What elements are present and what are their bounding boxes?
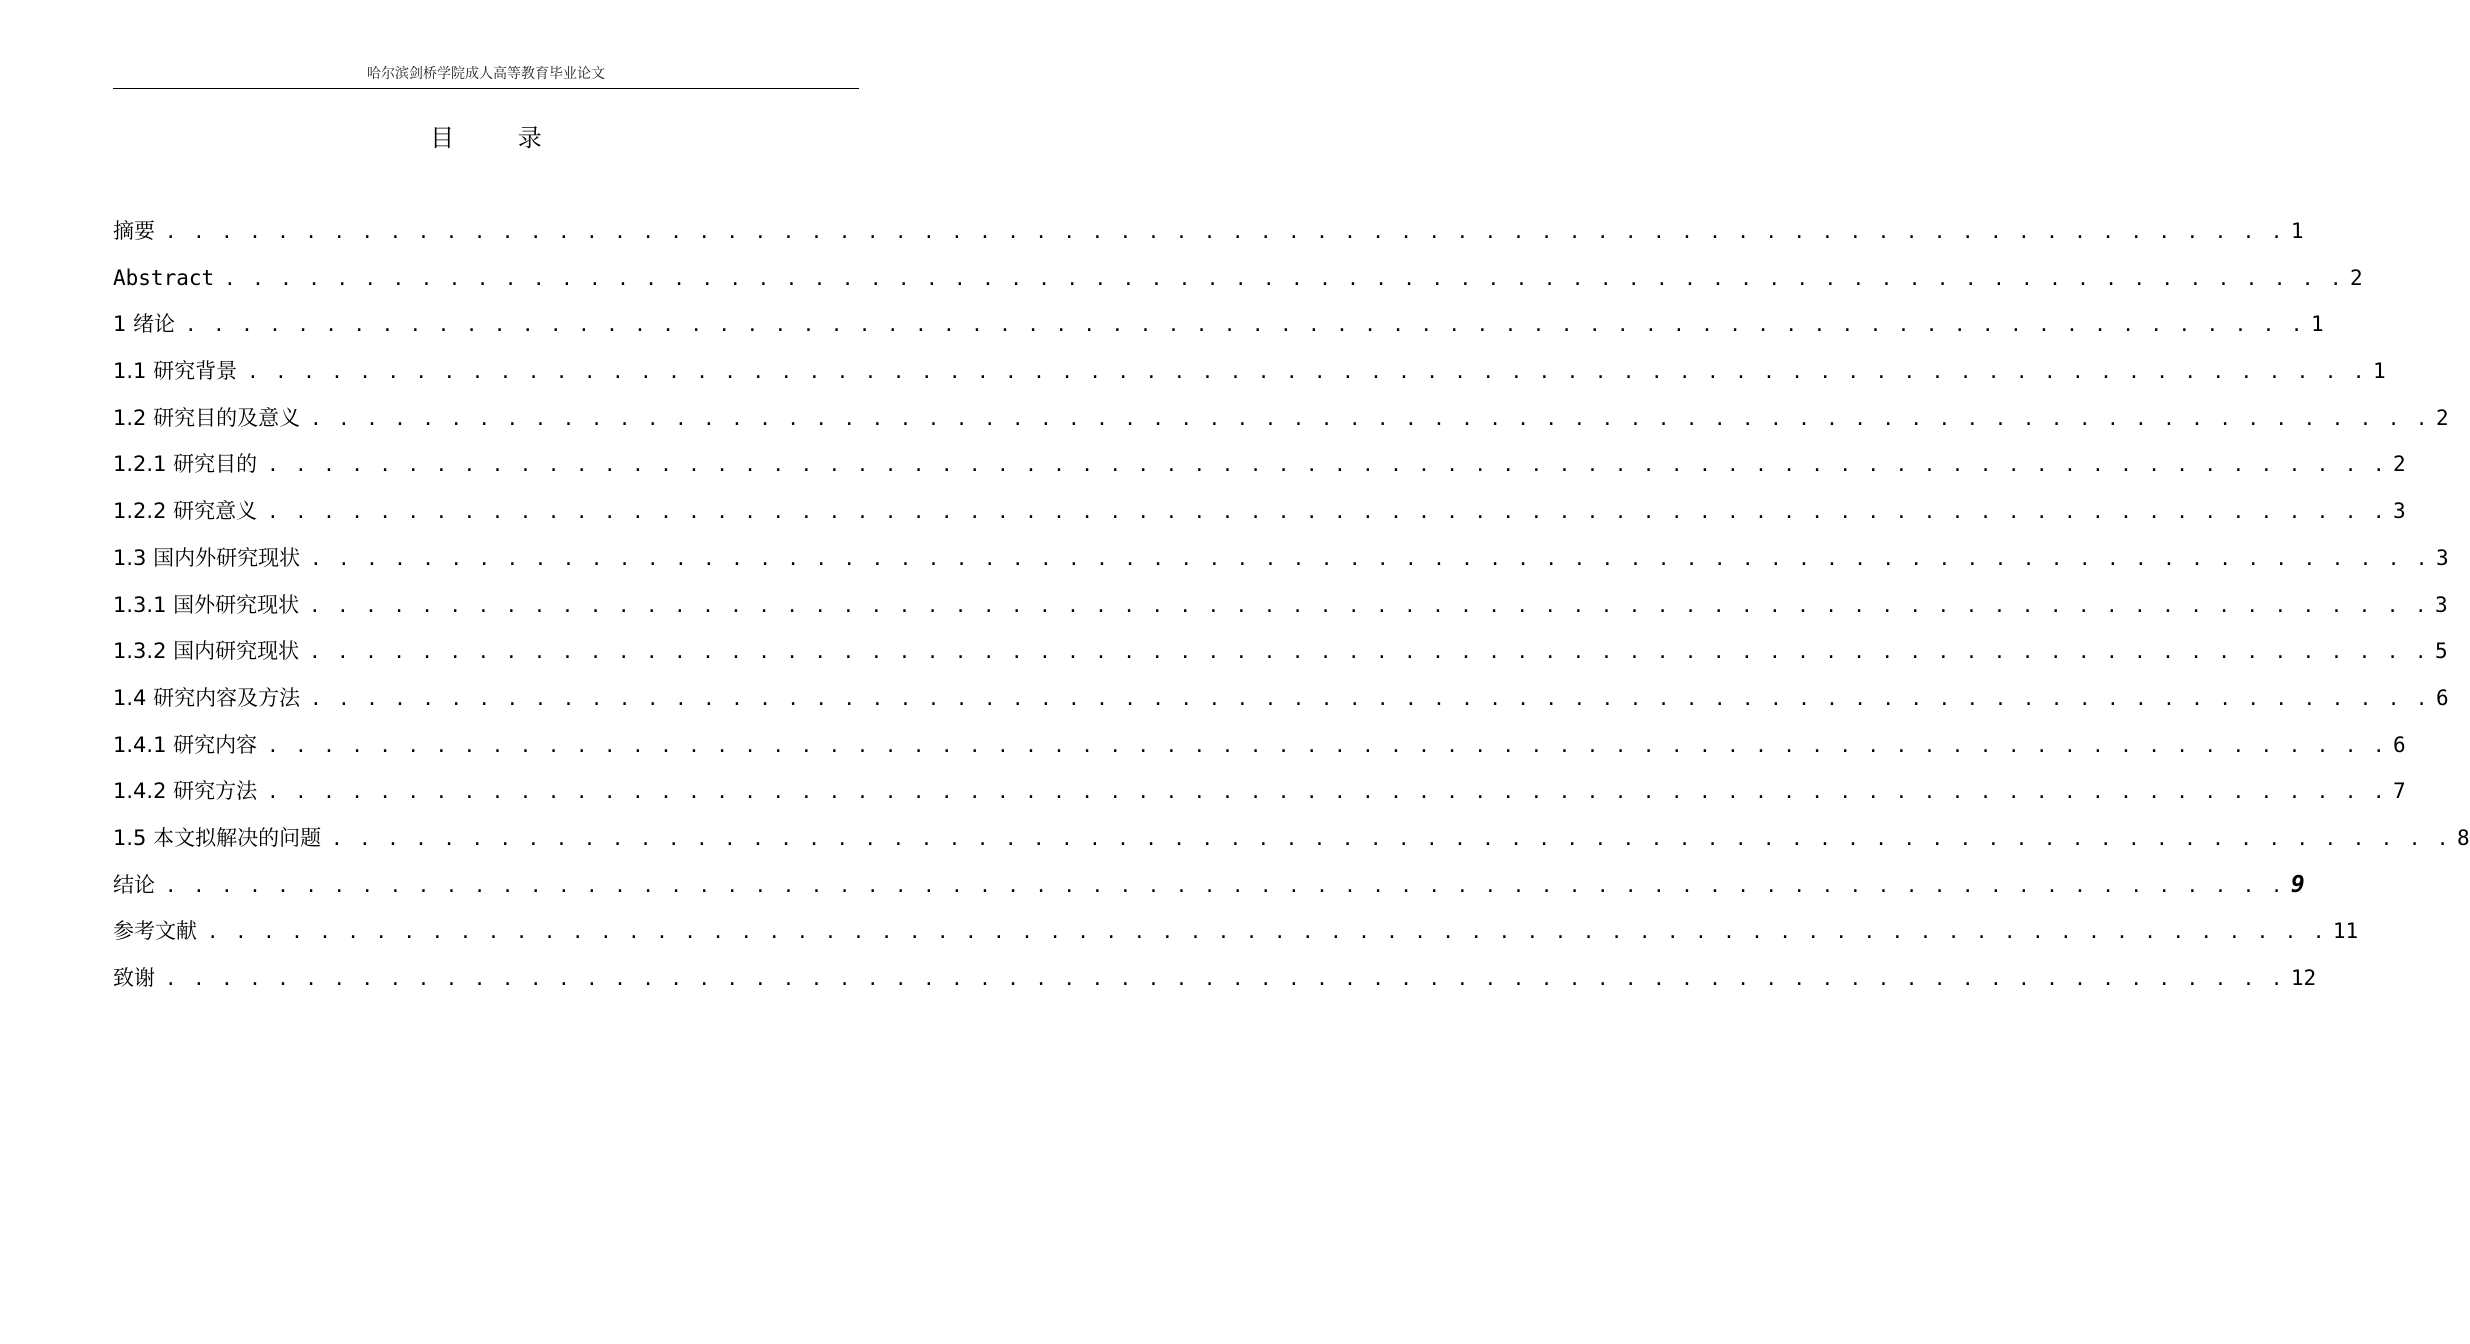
toc-entry-1-4[interactable] — [113, 675, 2449, 722]
toc-entry-title: 1.4.1 研究内容 — [113, 732, 258, 757]
toc-entry-1-2-1[interactable] — [113, 441, 2406, 488]
toc-entry-1-4-1[interactable] — [113, 722, 2406, 769]
toc-entry-title: 1.2.1 研究目的 — [113, 452, 258, 477]
dot-leader: . . . . . . . . . . . . . . . . . . . . . . . . . . . . . . . . . . . . . . . . . . . . . . . . . . . . . . . . . . . . . . . . . . . . . . . . . . . . — [310, 547, 2430, 570]
header-rule — [113, 88, 859, 89]
running-header: 哈尔滨剑桥学院成人高等教育毕业论文 — [367, 66, 605, 82]
toc-entry-page: 11 — [2332, 919, 2359, 944]
dot-leader: . . . . . . . . . . . . . . . . . . . . . . . . . . . . . . . . . . . . . . . . . . . . . . . . . . . . . . . . . . . . . . . . . . . . . . . . . . . . — [165, 968, 2285, 990]
dot-leader: . . . . . . . . . . . . . . . . . . . . . . . . . . . . . . . . . . . . . . . . . . . . . . . . . . . . . . . . . . . . . . . . . . . . . . . . . . . . — [310, 407, 2430, 430]
toc-entry-title: 1.5 本文拟解决的问题 — [113, 825, 322, 850]
toc-entry-1-3-2[interactable] — [113, 628, 2448, 675]
dot-leader: . . . . . . . . . . . . . . . . . . . . . . . . . . . . . . . . . . . . . . . . . . . . . . . . . . . . . . . . . . . . . . . . . . . . . . . . . . . . — [309, 594, 2429, 617]
toc-entry-title: 1.1 研究背景 — [113, 359, 238, 384]
toc-entry-acknowledgements[interactable] — [113, 955, 2317, 1002]
dot-leader: . . . . . . . . . . . . . . . . . . . . . . . . . . . . . . . . . . . . . . . . . . . . . . . . . . . . . . . . . . . . . . . . . . . . . . . . . . . . — [267, 734, 2387, 757]
dot-leader: . . . . . . . . . . . . . . . . . . . . . . . . . . . . . . . . . . . . . . . . . . . . . . . . . . . . . . . . . . . . . . . . . . . . . . . . . . . . — [267, 501, 2387, 524]
dot-leader: . . . . . . . . . . . . . . . . . . . . . . . . . . . . . . . . . . . . . . . . . . . . . . . . . . . . . . . . . . . . . . . . . . . . . . . . . . . . — [267, 454, 2387, 477]
toc-entry-chapter-1[interactable] — [113, 301, 2324, 348]
toc-entry-title: 致谢 — [113, 966, 155, 990]
toc-entry-page: 12 — [2290, 966, 2317, 990]
dot-leader: . . . . . . . . . . . . . . . . . . . . . . . . . . . . . . . . . . . . . . . . . . . . . . . . . . . . . . . . . . . . . . . . . . . . . . . . . . . . — [207, 921, 2327, 944]
dot-leader: . . . . . . . . . . . . . . . . . . . . . . . . . . . . . . . . . . . . . . . . . . . . . . . . . . . . . . . . . . . . . . . . . . . . . . . . . . . . — [247, 361, 2367, 384]
toc-entry-title: 1.2 研究目的及意义 — [113, 405, 301, 430]
toc-entry-1-5[interactable] — [113, 815, 2470, 862]
dot-leader: . . . . . . . . . . . . . . . . . . . . . . . . . . . . . . . . . . . . . . . . . . . . . . . . . . . . . . . . . . . . . . . . . . . . . . . . . . . . — [309, 641, 2429, 664]
table-of-contents — [113, 208, 2470, 1002]
toc-entry-page: 2 — [2350, 265, 2363, 290]
toc-entry-title: 1.4.2 研究方法 — [113, 779, 258, 804]
toc-entry-title: 1.4 研究内容及方法 — [113, 685, 301, 710]
dot-leader: . . . . . . . . . . . . . . . . . . . . . . . . . . . . . . . . . . . . . . . . . . . . . . . . . . . . . . . . . . . . . . . . . . . . . . . . . . . . — [224, 267, 2345, 290]
toc-entry-title: 摘要 — [113, 219, 155, 243]
toc-entry-page: 1 — [2310, 312, 2324, 337]
dot-leader: . . . . . . . . . . . . . . . . . . . . . . . . . . . . . . . . . . . . . . . . . . . . . . . . . . . . . . . . . . . . . . . . . . . . . . . . . . . . — [165, 221, 2285, 243]
toc-entry-page: 6 — [2435, 685, 2449, 710]
toc-entry-title: 1.2.2 研究意义 — [113, 499, 258, 524]
toc-entry-title: 1.3 国内外研究现状 — [113, 545, 301, 570]
toc-entry-title: 1.3.1 国外研究现状 — [113, 592, 300, 617]
toc-entry-title: 1.3.2 国内研究现状 — [113, 639, 300, 664]
toc-entry-title: 参考文献 — [113, 919, 197, 944]
toc-entry-page: 6 — [2393, 732, 2406, 757]
toc-entry-1-2[interactable] — [113, 395, 2449, 442]
toc-entry-page: 2 — [2435, 405, 2449, 430]
toc-entry-page: 1 — [2290, 219, 2304, 243]
toc-entry-page: 3 — [2393, 499, 2406, 524]
toc-entry-page: 5 — [2435, 639, 2448, 664]
toc-entry-conclusion[interactable] — [113, 862, 2305, 909]
dot-leader: . . . . . . . . . . . . . . . . . . . . . . . . . . . . . . . . . . . . . . . . . . . . . . . . . . . . . . . . . . . . . . . . . . . . . . . . . . . . — [185, 314, 2305, 337]
dot-leader: . . . . . . . . . . . . . . . . . . . . . . . . . . . . . . . . . . . . . . . . . . . . . . . . . . . . . . . . . . . . . . . . . . . . . . . . . . . . — [165, 874, 2285, 897]
toc-entry-1-3[interactable] — [113, 535, 2449, 582]
toc-entry-page: 9 — [2290, 871, 2305, 898]
toc-entry-page: 3 — [2435, 592, 2448, 617]
toc-entry-references[interactable] — [113, 908, 2359, 955]
toc-entry-1-4-2[interactable] — [113, 768, 2406, 815]
dot-leader: . . . . . . . . . . . . . . . . . . . . . . . . . . . . . . . . . . . . . . . . . . . . . . . . . . . . . . . . . . . . . . . . . . . . . . . . . . . . — [331, 827, 2451, 850]
toc-entry-abstract-en[interactable] — [113, 255, 2363, 302]
toc-title: 目 录 — [430, 124, 570, 152]
toc-entry-abstract-cn[interactable] — [113, 208, 2304, 255]
toc-entry-1-3-1[interactable] — [113, 582, 2448, 629]
toc-entry-title: Abstract — [113, 265, 215, 290]
toc-entry-page: 7 — [2393, 779, 2406, 804]
toc-entry-1-2-2[interactable] — [113, 488, 2406, 535]
toc-entry-title: 结论 — [113, 872, 155, 897]
dot-leader: . . . . . . . . . . . . . . . . . . . . . . . . . . . . . . . . . . . . . . . . . . . . . . . . . . . . . . . . . . . . . . . . . . . . . . . . . . . . — [310, 687, 2430, 710]
toc-entry-page: 2 — [2393, 452, 2406, 477]
toc-entry-1-1[interactable] — [113, 348, 2386, 395]
toc-entry-page: 1 — [2372, 359, 2386, 384]
toc-entry-title: 1 绪论 — [113, 312, 176, 337]
toc-entry-page: 3 — [2435, 545, 2449, 570]
dot-leader: . . . . . . . . . . . . . . . . . . . . . . . . . . . . . . . . . . . . . . . . . . . . . . . . . . . . . . . . . . . . . . . . . . . . . . . . . . . . — [267, 781, 2387, 804]
toc-entry-page: 8 — [2456, 825, 2470, 850]
